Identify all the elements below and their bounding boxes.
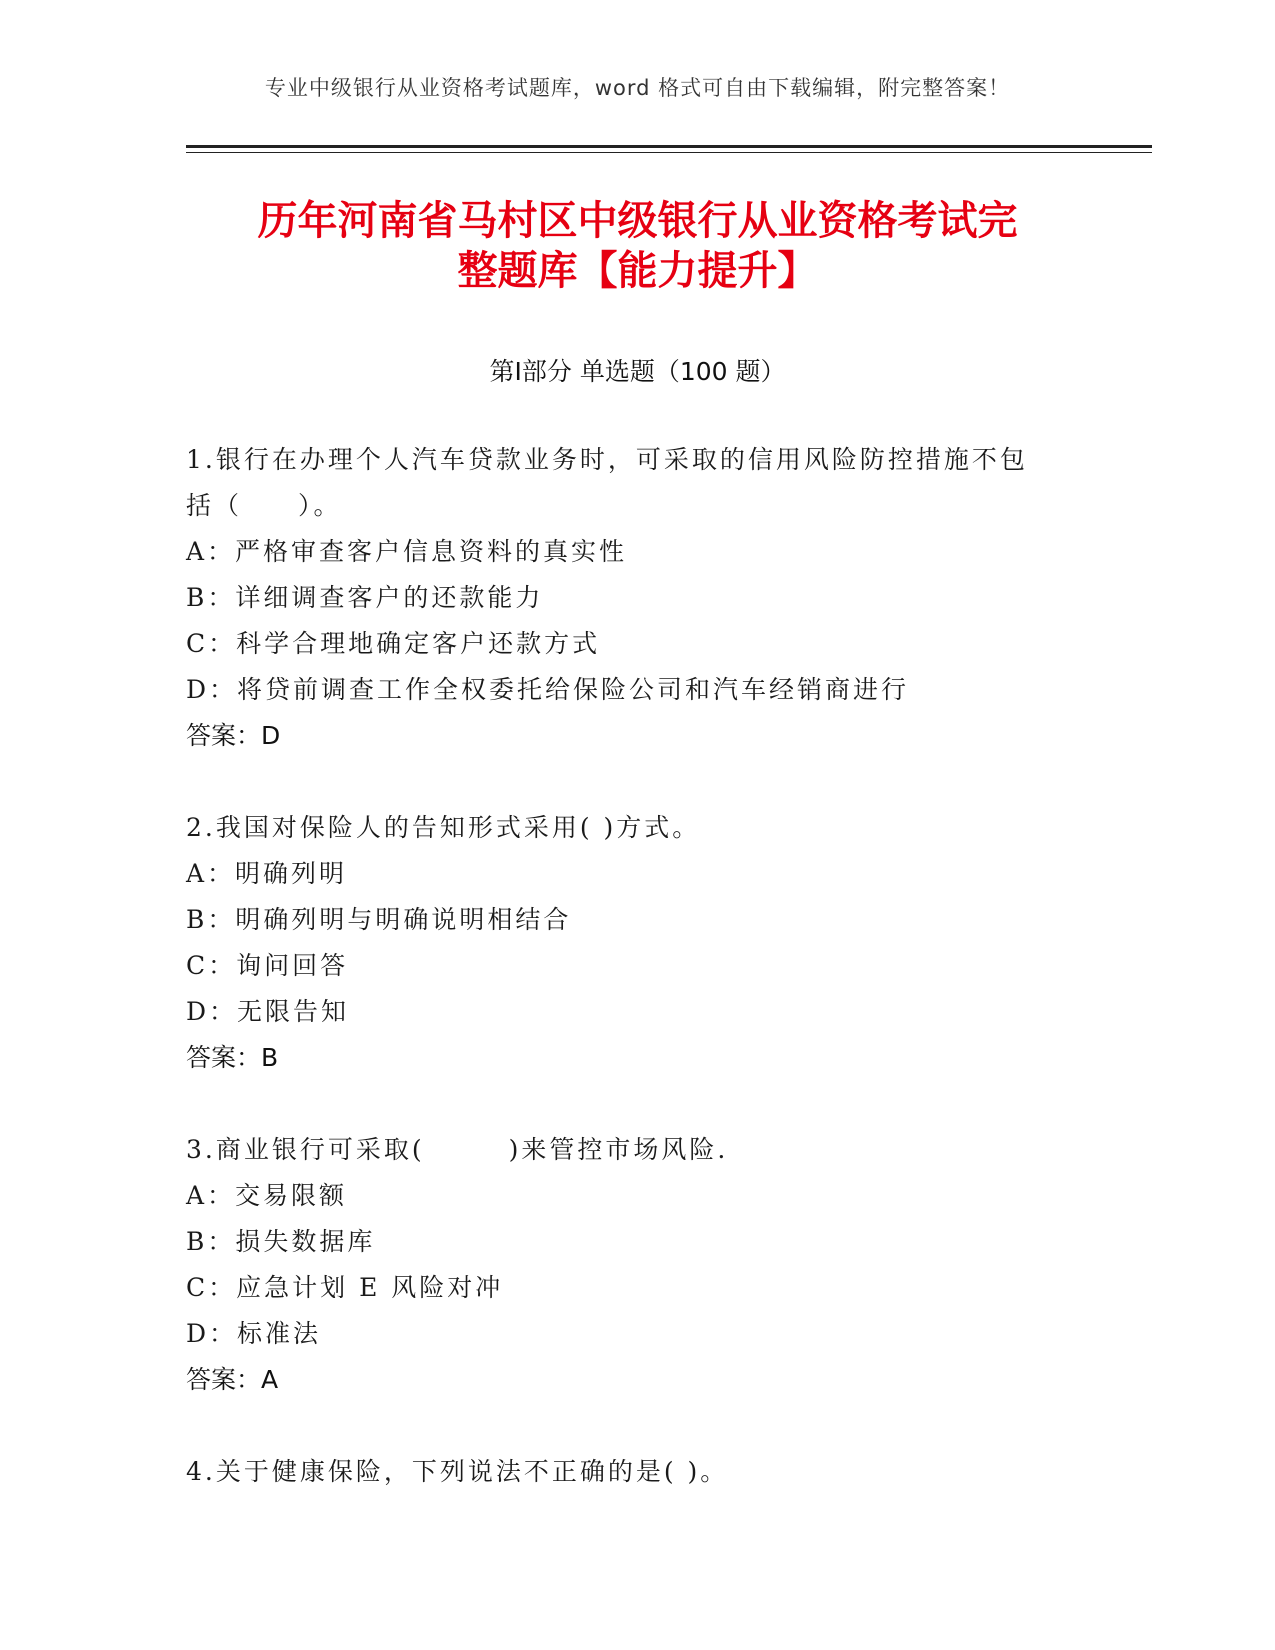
- question-1-stem-line-1: 1.银行在办理个人汽车贷款业务时，可采取的信用风险防控措施不包: [186, 445, 1028, 474]
- document-title-line-1: 历年河南省马村区中级银行从业资格考试完: [257, 198, 1018, 244]
- question-1: [186, 437, 1086, 759]
- question-1-answer: 答案：D: [186, 721, 281, 750]
- question-3-stem-line-1: 3.商业银行可采取( )来管控市场风险.: [186, 1135, 729, 1164]
- question-3: [186, 1127, 1086, 1403]
- question-2-option-b: B：明确列明与明确说明相结合: [186, 905, 572, 934]
- question-3-option-d: D：标准法: [186, 1319, 322, 1348]
- question-2-option-d: D：无限告知: [186, 997, 350, 1026]
- question-2-answer: 答案：B: [186, 1043, 279, 1072]
- question-1-option-c: C：科学合理地确定客户还款方式: [186, 629, 601, 658]
- section-title: 第Ⅰ部分 单选题（100 题）: [489, 357, 786, 386]
- question-2-option-a: A：明确列明: [186, 859, 348, 888]
- header-divider-thin: [186, 152, 1152, 153]
- question-2-stem-line-1: 2.我国对保险人的告知形式采用( )方式。: [186, 813, 701, 842]
- question-1-option-a: A：严格审查客户信息资料的真实性: [186, 537, 628, 566]
- header-note: 专业中级银行从业资格考试题库，word 格式可自由下载编辑，附完整答案！: [264, 76, 1011, 100]
- question-2-option-c: C：询问回答: [186, 951, 349, 980]
- question-3-answer: 答案：A: [186, 1365, 279, 1394]
- question-3-option-b: B：损失数据库: [186, 1227, 376, 1256]
- question-3-option-a: A：交易限额: [186, 1181, 348, 1210]
- document-title-line-2: 整题库【能力提升】: [457, 248, 818, 294]
- question-list: [186, 437, 1086, 1541]
- document-title: [0, 196, 1275, 296]
- question-2: [186, 805, 1086, 1081]
- question-3-option-c: C：应急计划 E 风险对冲: [186, 1273, 504, 1302]
- header-divider-thick: [186, 145, 1152, 148]
- question-1-option-b: B：详细调查客户的还款能力: [186, 583, 544, 612]
- question-4: [186, 1449, 1086, 1495]
- question-1-option-d: D：将贷前调查工作全权委托给保险公司和汽车经销商进行: [186, 675, 910, 704]
- question-1-stem-line-2: 括（ ）。: [186, 491, 342, 520]
- question-4-stem-line-1: 4.关于健康保险，下列说法不正确的是( )。: [186, 1457, 729, 1486]
